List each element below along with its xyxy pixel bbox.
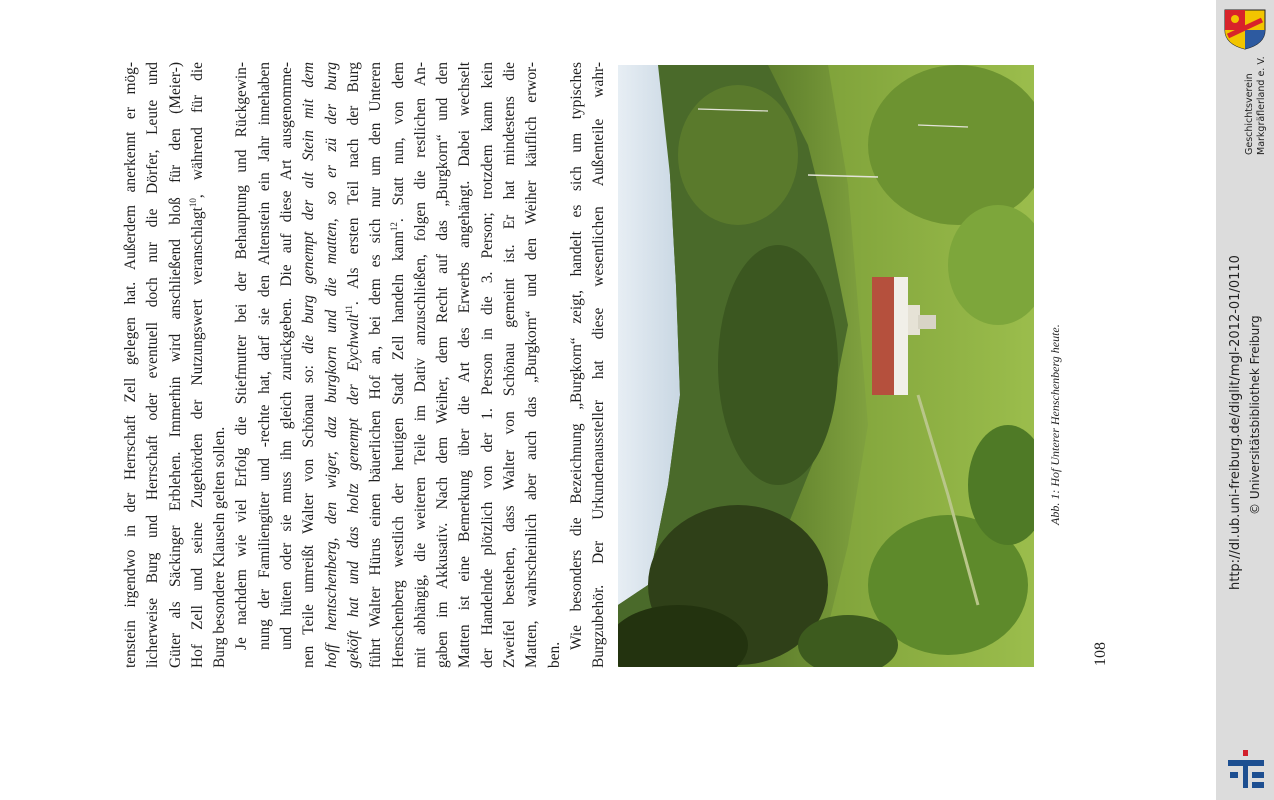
copyright-notice: © Universitätsbibliothek Freiburg bbox=[1248, 315, 1262, 515]
text-line: Burgzubehör. Der Urkundenaussteller hat diese wesentlichen Außenteile wahr- bbox=[590, 62, 608, 668]
footnote-ref: 12 bbox=[388, 222, 399, 232]
footnote-ref: 10 bbox=[187, 198, 198, 208]
footnote-ref: 11 bbox=[343, 305, 354, 314]
text-line: Wie besonders die Bezeichnung „Burgkorn“ zeigt, handelt es sich um typisches bbox=[567, 62, 585, 650]
text-line: geköft hat und das holtz genempt der Eychwalt$^{11}$. Als ersten Teil nach der Burg bbox=[343, 61, 362, 668]
photo-illustration bbox=[618, 65, 1034, 667]
text-line: Matten, wahrscheinlich aber auch das „Burgkorn“ und den Weiher käuflich erwor- bbox=[523, 62, 541, 668]
figure-caption: Abb. 1: Hof Unterer Henschenberg heute. bbox=[1048, 324, 1062, 525]
text-line: Zweifel bestehen, dass Walter von Schönau gemeint ist. Er hat mindestens die bbox=[501, 62, 519, 668]
text-line: und hüten oder sie muss ihn gleich zurückgeben. Die auf diese Art ausgenomme- bbox=[278, 62, 296, 650]
text-line: Hof Zell und seine Zugehörden der Nutzungswert veranschlagt$^{10}$, während für die bbox=[187, 62, 206, 668]
text-line: Je nachdem wie viel Erfolg die Stiefmutter bei der Behauptung und Rückgewin- bbox=[233, 62, 251, 650]
text-line: Matten ist eine Bemerkung über die Art des Erwerbs angehängt. Dabei wechselt bbox=[456, 62, 474, 668]
text-line: nung der Familiengüter und -rechte hat, darf sie den Altenstein ein Jahr innehaben bbox=[255, 62, 273, 650]
text-line: ben. bbox=[545, 641, 563, 668]
university-library-logo-icon bbox=[1226, 748, 1266, 790]
text-line: nen Teile umreißt Walter von Schönau so: die burg genempt der alt Stein mit dem bbox=[300, 62, 318, 668]
society-name-line: Markgräflerland e. V. bbox=[1256, 56, 1267, 155]
page-number: 108 bbox=[1092, 642, 1109, 666]
text-line: mit abhängig, die weiteren Teile im Dativ anzuschließen, folgen die restlichen An- bbox=[411, 62, 429, 668]
text-line: hoff hentschenberg, den wiger, daz burgkorn und die matten, so er zü der burg bbox=[322, 62, 340, 668]
farm-photo bbox=[618, 65, 1034, 667]
body-text bbox=[120, 61, 608, 668]
text-line: Burg besondere Klauseln gelten sollen. bbox=[211, 426, 229, 668]
text-line: Güter als Säckinger Erblehen. Immerhin wird anschließend bloß für den (Meier-) bbox=[166, 62, 184, 668]
text-line: licherweise Burg und Herrschaft oder eventuell doch nur die Dörfer, Leute und bbox=[144, 62, 162, 668]
text-line: der Handelnde plötzlich von der 1. Person in die 3. Person; trotzdem kann kein bbox=[478, 62, 496, 668]
text-line: gaben im Akkusativ. Nach dem Weiher, dem Recht auf das „Burgkorn“ und den bbox=[434, 62, 452, 668]
text-line: tenstein irgendwo in der Herrschaft Zell gelegen hat. Außerdem anerkennt er mög- bbox=[122, 62, 139, 668]
society-name bbox=[1244, 45, 1274, 155]
society-name-line: Geschichtsverein bbox=[1244, 73, 1255, 155]
text-line: Henschenberg westlich der heutigen Stadt Zell handeln kann$^{12}$. Statt nun, von dem bbox=[388, 62, 407, 668]
text-line: führt Walter Hürus einen bäuerlichen Hof an, bei dem es sich nur um den Unteren bbox=[367, 62, 385, 668]
coat-of-arms-icon bbox=[1222, 8, 1268, 50]
permalink-url[interactable]: http://dl.ub.uni-freiburg.de/diglit/mgl-2012-01/0110 bbox=[1228, 255, 1243, 590]
